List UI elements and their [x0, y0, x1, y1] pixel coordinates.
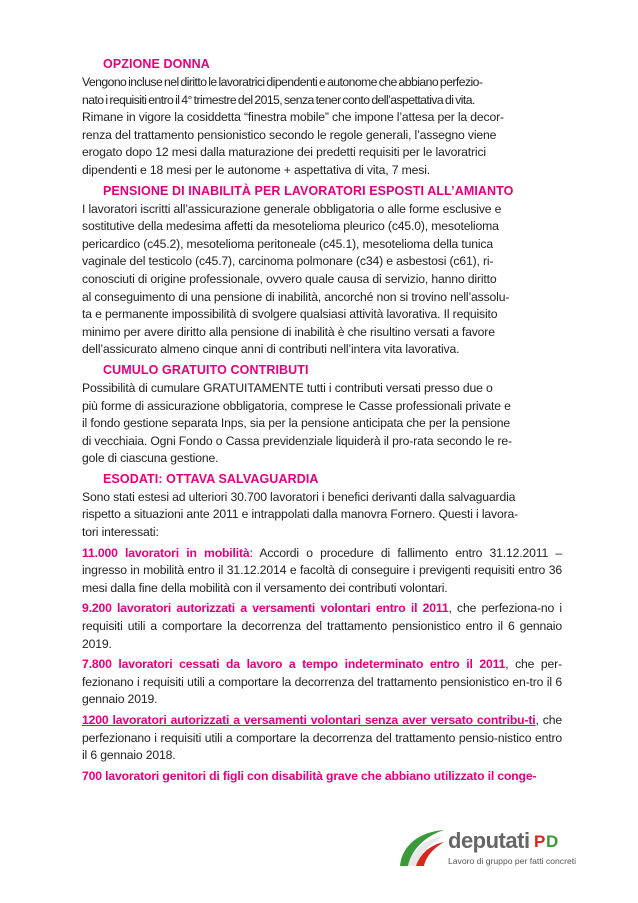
deputati-pd-logo: [396, 826, 577, 872]
text-line: Sono stati estesi ad ulteriori 30.700 lavoratori i benefici derivanti dalla salvaguardia: [82, 489, 516, 504]
text-line: Vengono incluse nel diritto le lavoratrici dipendenti e autonome che abbiano perfezio-: [82, 75, 483, 89]
tricolor-swoosh-icon: [396, 826, 448, 872]
list-item: [82, 656, 562, 709]
item-highlight: 9.200 lavoratori autorizzati a versamenti volontari entro il 2011: [82, 601, 449, 616]
section-body: [82, 74, 562, 180]
text-line: Possibilità di cumulare GRATUITAMENTE tutti i contributi versati presso due o: [82, 380, 493, 395]
section-esodati: [82, 471, 562, 786]
text-line: renza del trattamento pensionistico secondo le regole generali, l’assegno viene: [82, 127, 497, 142]
text-line: sostitutive della medesima affetti da mesotelioma pleurico (c45.0), mesotelioma: [82, 219, 499, 234]
item-text: , che perfezionano i requisiti utili a comportare la decorrenza del trattamento pensio-nistico entro il 6 gennaio 2018.: [82, 713, 562, 763]
text-line: al conseguimento di una pensione di inabilità, ancorché non si trovino nell’assolu-: [82, 289, 510, 304]
text-line: pericardico (c45.2), mesotelioma peritoneale (c45.1), mesotelioma della tunica: [82, 236, 494, 251]
item-text: , che perfeziona-no i requisiti utili a comportare la decorrenza del trattamento pensionistico entro il 6 gennaio 2019.: [82, 601, 562, 651]
text-line: erogato dopo 12 mesi dalla maturazione dei predetti requisiti per le lavoratrici: [82, 145, 486, 160]
item-highlight: 11.000 lavoratori in mobilità: [82, 545, 250, 560]
section-heading: ESODATI: OTTAVA SALVAGUARDIA: [103, 471, 319, 486]
item-text: : Accordi o procedure di fallimento entro 31.12.2011 – ingresso in mobilità entro il 31.12.2014 e facoltà di conseguire i previgenti requisiti entro 36 mesi dalla fine della mobilità con il versamento dei contributi volontari.: [82, 545, 562, 595]
section-body: [82, 201, 562, 359]
list-item: [82, 712, 562, 765]
text-line: gole di ciascuna gestione.: [82, 451, 219, 466]
text-line: conosciuti di origine professionale, ovvero quale causa di servizio, hanno diritto: [82, 271, 497, 286]
text-line: nato i requisiti entro il 4° trimestre del 2015, senza tener conto dell’aspettativa di vita.: [82, 92, 475, 107]
svg-text:D: D: [546, 832, 559, 851]
logo-tagline: Lavoro di gruppo per fatti concreti: [448, 856, 577, 866]
section-cumulo-gratuito: [82, 362, 562, 468]
text-line: vaginale del testicolo (c45.7), carcinoma polmonare (c34) e asbestosi (c61), ri-: [82, 254, 494, 269]
section-heading: OPZIONE DONNA: [103, 57, 210, 71]
list-item: [82, 600, 562, 653]
svg-text:P: P: [534, 832, 546, 851]
list-item: [82, 545, 562, 598]
text-line: ta e permanente impossibilità di svolgere qualsiasi attività lavorativa. Il requisito: [82, 307, 498, 322]
section-heading: CUMULO GRATUITO CONTRIBUTI: [103, 362, 309, 377]
section-opzione-donna: [82, 56, 562, 180]
section-heading: PENSIONE DI INABILITÀ PER LAVORATORI ESPOSTI ALL’AMIANTO: [103, 183, 514, 198]
item-text: , che per-fezionano i requisiti utili a comportare la decorrenza del trattamento pensionistico en-tro il 6 gennaio 2019.: [82, 657, 562, 707]
section-pensione-inabilita: [82, 183, 562, 359]
item-highlight: 1200 lavoratori autorizzati a versamenti volontari senza aver versato contribu-ti: [82, 713, 536, 727]
text-line: minimo per avere diritto alla pensione di inabilità è che risultino versati a favore: [82, 324, 495, 339]
text-line: Rimane in vigore la cosiddetta “finestra mobile” che impone l’attesa per la decor-: [82, 110, 504, 125]
pd-party-icon: [534, 831, 560, 851]
logo-wordmark: deputati: [448, 828, 530, 853]
text-line: I lavoratori iscritti all’assicurazione generale obbligatoria o alle forme esclusive e: [82, 201, 502, 216]
item-highlight: 7.800 lavoratori cessati da lavoro a tempo indeterminato entro il 2011: [82, 657, 506, 672]
list-item: [82, 768, 562, 786]
text-line: dell’assicurato almeno cinque anni di contributi nell’intera vita lavorativa.: [82, 342, 460, 357]
section-body: [82, 380, 562, 468]
text-line: di vecchiaia. Ogni Fondo o Cassa previdenziale liquiderà il pro-rata secondo le re-: [82, 433, 512, 448]
section-body: [82, 489, 562, 542]
document-page: [82, 56, 562, 788]
text-line: dipendenti e 18 mesi per le autonome + aspettativa di vita, 7 mesi.: [82, 162, 430, 177]
text-line: più forme di assicurazione obbligatoria, comprese le Casse professionali private e: [82, 398, 511, 413]
text-line: il fondo gestione separata Inps, sia per la pensione anticipata che per la pensione: [82, 416, 510, 431]
text-line: tori interessati:: [82, 525, 159, 540]
text-line: rispetto a situazioni ante 2011 e intrappolati dalla manovra Fornero. Questi i lavora-: [82, 507, 519, 522]
item-highlight: 700 lavoratori genitori di figli con disabilità grave che abbiano utilizzato il conge-: [82, 768, 537, 783]
